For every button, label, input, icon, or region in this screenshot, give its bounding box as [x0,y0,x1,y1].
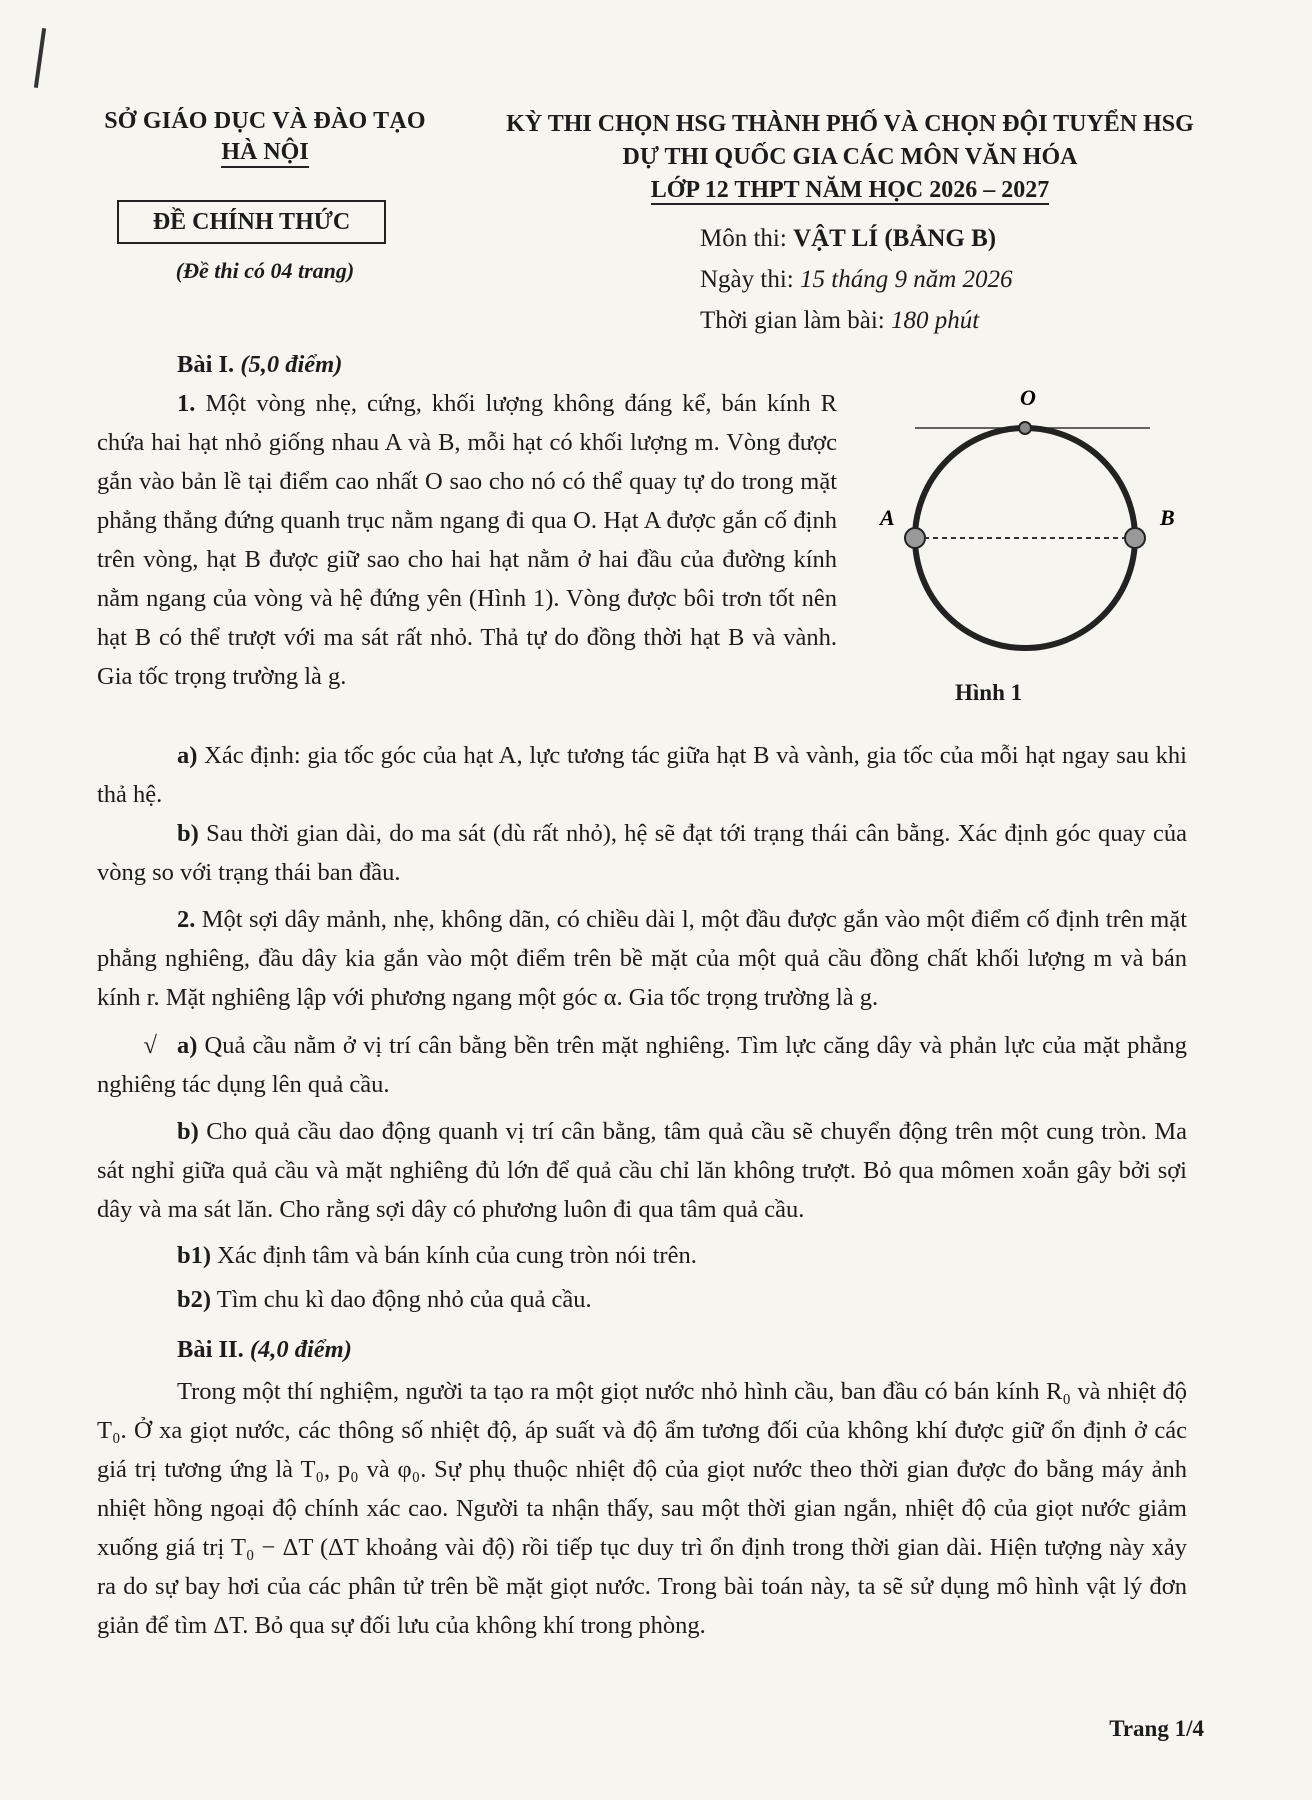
date-value: 15 tháng 9 năm 2026 [800,266,1013,293]
exam-title-line3: LỚP 12 THPT NĂM HỌC 2026 – 2027 [650,177,1050,203]
check-mark: √ [143,1032,157,1059]
problem1-heading: Bài I. (5,0 điểm) [177,351,343,378]
exam-title-block [460,108,1240,207]
problem1-qa: a) Xác định: gia tốc góc của hạt A, lực tương tác giữa hạt B và vành, gia tốc của mỗi hạt ngay sau khi thả hệ. [97,742,1187,808]
problem1-q2b2: b2) Tìm chu kì dao động nhỏ của quả cầu. [177,1286,592,1313]
subject-value: VẬT LÍ (BẢNG B) [793,225,997,252]
subject-line: Môn thi: VẬT LÍ (BẢNG B) [700,225,997,252]
exam-title-line1: KỲ THI CHỌN HSG THÀNH PHỐ VÀ CHỌN ĐỘI TUYỂN HSG [506,111,1194,137]
problem1-qb: b) Sau thời gian dài, do ma sát (dù rất nhỏ), hệ sẽ đạt tới trạng thái cân bằng. Xác định góc quay của vòng so với trạng thái ban đầu. [97,820,1188,886]
bead-b [1125,528,1145,548]
department-block [80,108,450,166]
page-number: Trang 1/4 [1109,1716,1204,1741]
label-a: A [880,505,895,530]
figure-1-caption: Hình 1 [955,680,1023,705]
problem1-q2b1: b1) Xác định tâm và bán kính của cung tròn nói trên. [177,1242,697,1269]
problem1-q2b: b) Cho quả cầu dao động quanh vị trí cân bằng, tâm quả cầu sẽ chuyển động trên một cung tròn. Ma sát nghỉ giữa quả cầu và mặt nghiêng đủ lớn để quả cầu chỉ lăn không trượt. Bỏ qua mômen xoắn gây bởi sợi dây và ma sát lăn. Cho rằng sợi dây có phương luôn đi qua tâm quả cầu. [97,1118,1187,1223]
department-name: SỞ GIÁO DỤC VÀ ĐÀO TẠO [104,108,426,134]
problem1-q2: 2. Một sợi dây mảnh, nhẹ, không dãn, có chiều dài l, một đầu được gắn vào một điểm cố định trên mặt phẳng nghiêng, đầu dây kia gắn vào một điểm trên bề mặt của một quả cầu đồng chất khối lượng m và bán kính r. Mặt nghiêng lập với phương ngang một góc α. Gia tốc trọng trường là g. [97,906,1187,1011]
bead-a [905,528,925,548]
duration-line: Thời gian làm bài: 180 phút [700,307,980,334]
problem2-text: Trong một thí nghiệm, người ta tạo ra một giọt nước nhỏ hình cầu, ban đầu có bán kính R₀ và nhiệt độ T₀. Ở xa giọt nước, các thông số nhiệt độ, áp suất và độ ẩm tương đối của không khí được giữ ổn định ở các giá trị tương ứng là T₀, p₀ và φ₀. Sự phụ thuộc nhiệt độ của giọt nước theo thời gian được đo bằng máy ảnh nhiệt hồng ngoại độ chính xác cao. Người ta nhận thấy, sau một thời gian ngắn, nhiệt độ của giọt nước giảm xuống giá trị T₀ − ΔT (ΔT khoảng vài độ) rồi tiếp tục duy trì ổn định trong thời gian dài. Hiện tượng này xảy ra do sự bay hơi của các phân tử trên bề mặt giọt nước. Trong bài toán này, ta sẽ sử dụng mô hình vật lý đơn giản để tìm ΔT. Bỏ qua sự đối lưu của không khí trong phòng. [97,1378,1187,1639]
problem1-q1: 1. Một vòng nhẹ, cứng, khối lượng không đáng kể, bán kính R chứa hai hạt nhỏ giống nhau A và B, mỗi hạt có khối lượng m. Vòng được gắn vào bản lề tại điểm cao nhất O sao cho nó có thể quay tự do trong mặt phẳng thẳng đứng quanh trục nằm ngang đi qua O. Hạt A được gắn cố định trên vòng, hạt B được giữ sao cho hai hạt nằm ở hai đầu của đường kính nằm ngang của vòng và hệ đứng yên (Hình 1). Vòng được bôi trơn tốt nên hạt B có thể trượt với ma sát rất nhỏ. Thả tự do đồng thời hạt B và vành. Gia tốc trọng trường là g. [97,390,837,690]
label-o: O [1020,385,1036,410]
hinge-point [1019,422,1031,434]
figure-1-ring-diagram [860,375,1190,715]
problem1-q1-text: Một vòng nhẹ, cứng, khối lượng không đáng kể, bán kính R chứa hai hạt nhỏ giống nhau A và B, mỗi hạt có khối lượng m. Vòng được gắn vào bản lề tại điểm cao nhất O sao cho nó có thể quay tự do trong mặt phẳng thẳng đứng quanh trục nằm ngang đi qua O. Hạt A được gắn cố định trên vòng, hạt B được giữ sao cho hai hạt nằm ở hai đầu của đường kính nằm ngang của vòng và hệ đứng yên (Hình 1). Vòng được bôi trơn tốt nên hạt B có thể trượt với ma sát rất nhỏ. Thả tự do đồng thời hạt B và vành. Gia tốc trọng trường là g. [97,390,837,690]
duration-value: 180 phút [890,307,980,334]
department-city: HÀ NỘI [80,139,450,166]
date-line: Ngày thi: 15 tháng 9 năm 2026 [700,266,1013,293]
official-exam-box: ĐỀ CHÍNH THỨC [117,200,386,244]
label-b: B [1160,505,1175,530]
pages-note: (Đề thi có 04 trang) [175,258,355,283]
margin-pen-mark [34,28,46,88]
exam-title-line2: DỰ THI QUỐC GIA CÁC MÔN VĂN HÓA [622,144,1078,170]
problem1-q2a: √ a) Quả cầu nằm ở vị trí cân bằng bền trên mặt nghiêng. Tìm lực căng dây và phản lực của mặt phẳng nghiêng tác dụng lên quả cầu. [97,1026,1187,1104]
problem2-heading: Bài II. (4,0 điểm) [177,1336,352,1363]
